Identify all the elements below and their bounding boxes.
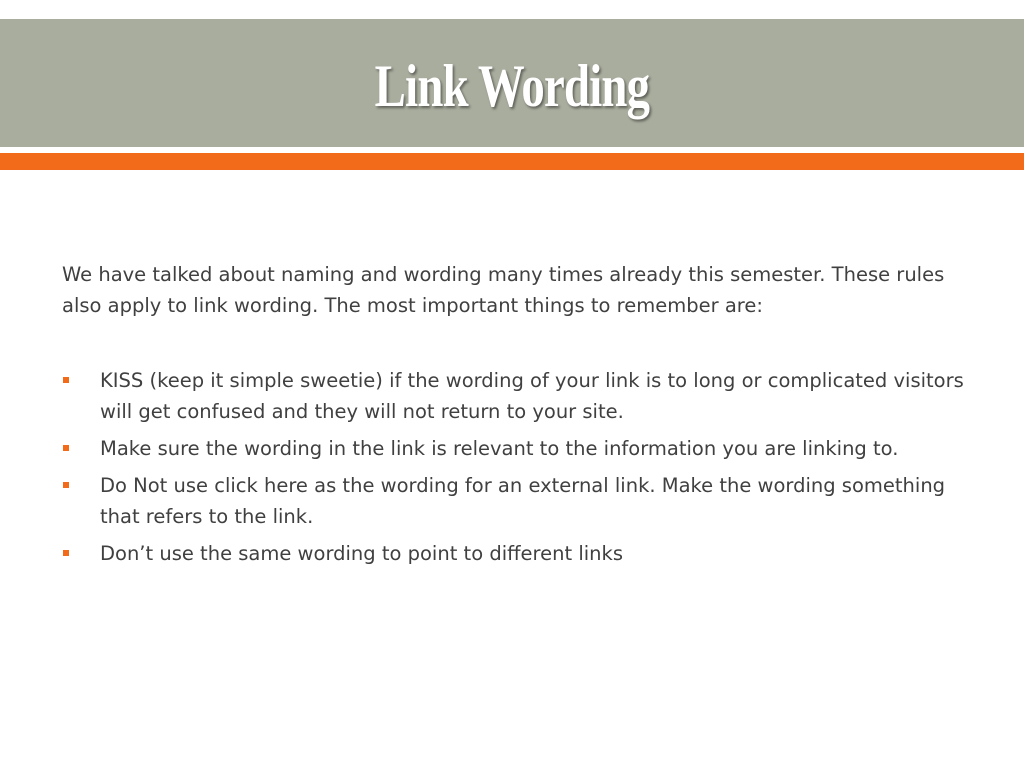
square-bullet-icon (63, 482, 69, 488)
bullet-text: Do Not use click here as the wording for an external link. Make the wording something that refers to the link. (100, 474, 946, 528)
bullet-item (62, 538, 967, 569)
bullet-item (62, 470, 967, 532)
bullet-text: KISS (keep it simple sweetie) if the wording of your link is to long or complicated visitors will get confused and they will not return to your site. (100, 369, 964, 423)
slide-title: Link Wording (374, 53, 650, 119)
square-bullet-icon (63, 445, 69, 451)
bullet-item (62, 365, 967, 427)
bullet-text: Don’t use the same wording to point to different links (100, 542, 623, 565)
slide-content (62, 259, 967, 575)
bullet-item (62, 433, 967, 464)
square-bullet-icon (63, 550, 69, 556)
accent-bar (0, 153, 1024, 170)
intro-paragraph: We have talked about naming and wording many times already this semester. These rules also apply to link wording. The most important things to remember are: (62, 263, 945, 317)
bullet-text: Make sure the wording in the link is relevant to the information you are linking to. (100, 437, 899, 460)
bullet-list (62, 365, 967, 569)
square-bullet-icon (63, 377, 69, 383)
